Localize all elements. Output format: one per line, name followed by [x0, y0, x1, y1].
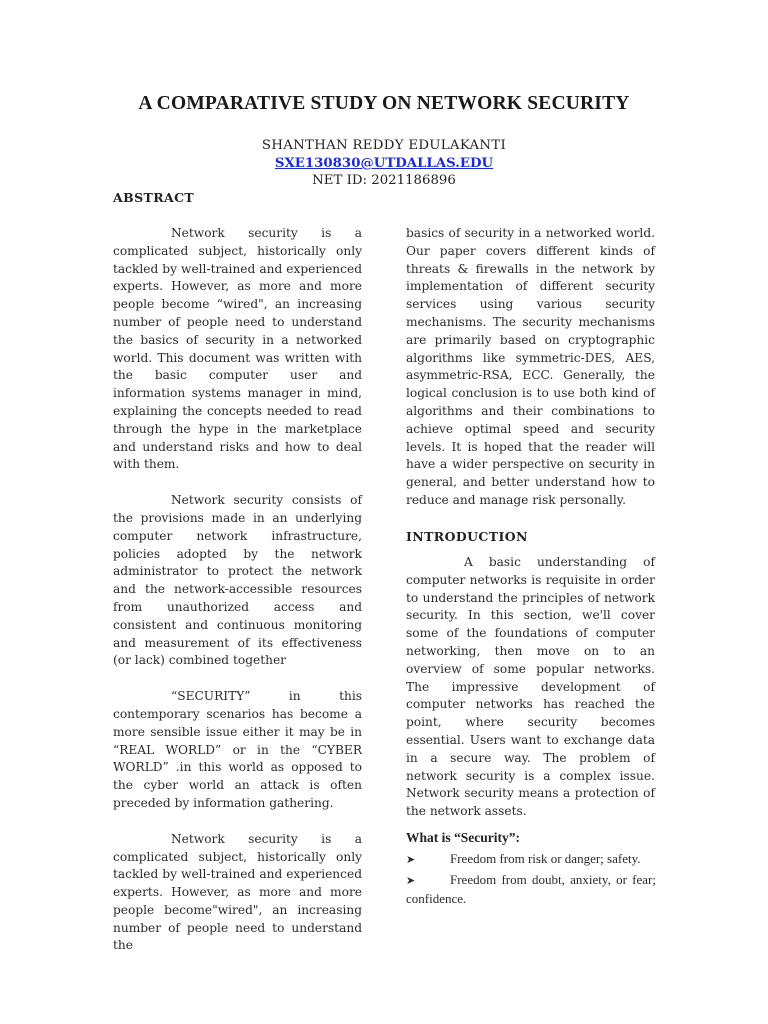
abstract-heading: ABSTRACT	[113, 190, 195, 205]
introduction-heading: INTRODUCTION	[406, 529, 528, 544]
abstract-paragraph-4: Network security is a complicated subject, historically only tackled by well-trained and experienced experts. However, as more and more people become"wired", an increasing number of people need to understand the	[113, 831, 362, 953]
arrow-bullet-icon: ➤	[406, 875, 416, 887]
arrow-bullet-icon: ➤	[406, 854, 416, 866]
security-bullet-list	[406, 850, 656, 910]
left-column	[113, 225, 362, 955]
list-item	[406, 850, 656, 869]
introduction-paragraph: A basic understanding of computer networks is requisite in order to understand the principles of network security. In this section, we'll cover some of the foundations of computer networking, then move on to an overview of some popular networks. The impressive development of computer networks has reached the point, where security becomes essential. Users want to exchange data in a secure way. The problem of network security is a complex issue. Network security means a protection of the network assets.	[406, 555, 655, 819]
right-column	[406, 225, 655, 510]
bullet-text: Freedom from doubt, anxiety, or fear; confidence.	[406, 872, 656, 906]
abstract-continuation: basics of security in a networked world. Our paper covers different kinds of threats & firewalls in the network by implementation of different security services using various security mechanisms. The security mechanisms are primarily based on cryptographic algorithms like symmetric-DES, AES, asymmetric-RSA, ECC. Generally, the logical conclusion is to use both kind of algorithms and their combinations to achieve optimal speed and security levels. It is hoped that the reader will have a wider perspective on security in general, and better understand how to reduce and manage risk personally.	[406, 226, 655, 507]
abstract-paragraph-3: “SECURITY” in this contemporary scenarios has become a more sensible issue either it may be in “REAL WORLD” or in the “CYBER WORLD” .in this world as opposed to the cyber world an attack is often preceded by information gathering.	[113, 689, 362, 810]
security-subheading: What is “Security”:	[406, 830, 520, 845]
list-item	[406, 871, 656, 908]
paper-title: A COMPARATIVE STUDY ON NETWORK SECURITY	[138, 93, 630, 114]
author-net-id: NET ID: 2021186896	[312, 173, 456, 188]
author-email-link[interactable]: SXE130830@UTDALLAS.EDU	[274, 156, 494, 171]
author-name: SHANTHAN REDDY EDULAKANTI	[261, 138, 507, 153]
bullet-text: Freedom from risk or danger; safety.	[450, 851, 641, 866]
introduction-column	[406, 554, 655, 821]
abstract-paragraph-2: Network security consists of the provisions made in an underlying computer network infrastructure, policies adopted by the network administrator to protect the network and the network-accessible resources from unauthorized access and consistent and continuous monitoring and measurement of its effectiveness (or lack) combined together	[113, 493, 362, 668]
abstract-paragraph-1: Network security is a complicated subject, historically only tackled by well-trained and experienced experts. However, as more and more people become “wired", an increasing number of people need to understand the basics of security in a networked world. This document was written with the basic computer user and information systems manager in mind, explaining the concepts needed to read through the hype in the marketplace and understand risks and how to deal with them.	[113, 226, 362, 472]
